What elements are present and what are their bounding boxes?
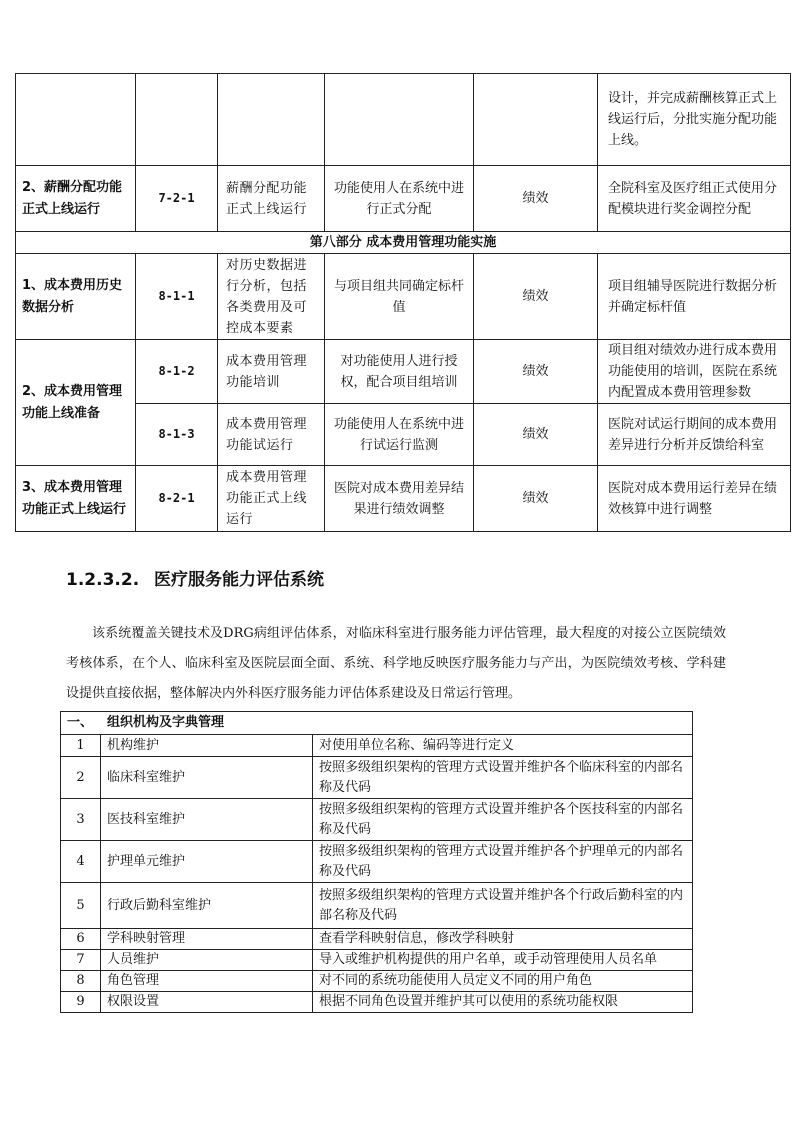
function-desc: 查看学科映射信息，修改学科映射 bbox=[313, 929, 693, 950]
phase-name-cell: 3、成本费用管理功能正式上线运行 bbox=[16, 466, 136, 532]
table-row bbox=[61, 992, 693, 1013]
table-row bbox=[16, 74, 791, 166]
empty-cell bbox=[218, 74, 325, 166]
section-row bbox=[16, 232, 791, 254]
row-index: 3 bbox=[61, 799, 101, 841]
remark-cell: 项目组对绩效办进行成本费用功能使用的培训，医院在系统内配置成本费用管理参数 bbox=[598, 340, 791, 404]
function-desc: 根据不同角色设置并维护其可以使用的系统功能权限 bbox=[313, 992, 693, 1013]
function-desc: 对不同的系统功能使用人员定义不同的用户角色 bbox=[313, 971, 693, 992]
table-row bbox=[61, 735, 693, 757]
section-number: 1.2.3.2. bbox=[66, 570, 140, 590]
function-name: 人员维护 bbox=[101, 950, 313, 971]
table-header-row bbox=[61, 712, 693, 735]
table-row bbox=[16, 340, 791, 404]
remark-cell: 项目组辅导医院进行数据分析并确定标杆值 bbox=[598, 254, 791, 340]
table-header bbox=[61, 712, 693, 735]
function-name: 角色管理 bbox=[101, 971, 313, 992]
row-index: 2 bbox=[61, 757, 101, 799]
table-row bbox=[61, 799, 693, 841]
task-cell: 薪酬分配功能正式上线运行 bbox=[218, 166, 325, 232]
function-desc: 按照多级组织架构的管理方式设置并维护各个护理单元的内部名称及代码 bbox=[313, 841, 693, 883]
section-title: 第八部分 成本费用管理功能实施 bbox=[16, 232, 791, 254]
row-index: 4 bbox=[61, 841, 101, 883]
empty-cell bbox=[474, 74, 598, 166]
function-name: 医技科室维护 bbox=[101, 799, 313, 841]
row-index: 5 bbox=[61, 883, 101, 929]
function-name: 权限设置 bbox=[101, 992, 313, 1013]
row-index: 8 bbox=[61, 971, 101, 992]
row-index: 6 bbox=[61, 929, 101, 950]
table-row bbox=[16, 166, 791, 232]
function-name: 学科映射管理 bbox=[101, 929, 313, 950]
remark-cell: 全院科室及医疗组正式使用分配模块进行奖金调控分配 bbox=[598, 166, 791, 232]
table-row bbox=[61, 841, 693, 883]
remark-cell: 设计，并完成薪酬核算正式上线运行后，分批实施分配功能上线。 bbox=[598, 74, 791, 166]
description-cell: 对功能使用人进行授权，配合项目组培训 bbox=[325, 340, 474, 404]
row-index: 1 bbox=[61, 735, 101, 757]
function-name: 机构维护 bbox=[101, 735, 313, 757]
section-heading bbox=[66, 565, 324, 590]
function-desc: 导入或维护机构提供的用户名单，或手动管理使用人员名单 bbox=[313, 950, 693, 971]
header-number: 一、 bbox=[67, 715, 94, 730]
empty-cell bbox=[16, 74, 136, 166]
empty-cell bbox=[325, 74, 474, 166]
row-index: 9 bbox=[61, 992, 101, 1013]
phase-name-cell: 2、薪酬分配功能正式上线运行 bbox=[16, 166, 136, 232]
type-cell: 绩效 bbox=[474, 254, 598, 340]
remark-cell: 医院对试运行期间的成本费用差异进行分析并反馈给科室 bbox=[598, 404, 791, 466]
type-cell: 绩效 bbox=[474, 466, 598, 532]
function-desc: 按照多级组织架构的管理方式设置并维护各个行政后勤科室的内部名称及代码 bbox=[313, 883, 693, 929]
table-row bbox=[61, 757, 693, 799]
row-index: 7 bbox=[61, 950, 101, 971]
type-cell: 绩效 bbox=[474, 404, 598, 466]
section-title: 医疗服务能力评估系统 bbox=[154, 570, 324, 590]
table-row bbox=[16, 466, 791, 532]
empty-cell bbox=[136, 74, 218, 166]
type-cell: 绩效 bbox=[474, 340, 598, 404]
function-name: 护理单元维护 bbox=[101, 841, 313, 883]
function-desc: 按照多级组织架构的管理方式设置并维护各个医技科室的内部名称及代码 bbox=[313, 799, 693, 841]
table-row bbox=[61, 883, 693, 929]
table-row bbox=[16, 254, 791, 340]
task-cell: 成本费用管理功能试运行 bbox=[218, 404, 325, 466]
task-cell: 成本费用管理功能培训 bbox=[218, 340, 325, 404]
type-cell: 绩效 bbox=[474, 166, 598, 232]
description-cell: 功能使用人在系统中进行正式分配 bbox=[325, 166, 474, 232]
task-code-cell: 8-1-3 bbox=[136, 404, 218, 466]
table-row bbox=[61, 971, 693, 992]
task-code-cell: 8-1-2 bbox=[136, 340, 218, 404]
task-cell: 成本费用管理功能正式上线运行 bbox=[218, 466, 325, 532]
function-desc: 按照多级组织架构的管理方式设置并维护各个临床科室的内部名称及代码 bbox=[313, 757, 693, 799]
header-title: 组织机构及字典管理 bbox=[107, 715, 225, 730]
task-code-cell: 8-2-1 bbox=[136, 466, 218, 532]
description-cell: 功能使用人在系统中进行试运行监测 bbox=[325, 404, 474, 466]
description-cell: 医院对成本费用差异结果进行绩效调整 bbox=[325, 466, 474, 532]
remark-cell: 医院对成本费用运行差异在绩效核算中进行调整 bbox=[598, 466, 791, 532]
project-plan-table bbox=[15, 73, 791, 532]
function-name: 临床科室维护 bbox=[101, 757, 313, 799]
task-code-cell: 7-2-1 bbox=[136, 166, 218, 232]
task-code-cell: 8-1-1 bbox=[136, 254, 218, 340]
intro-paragraph: 该系统覆盖关键技术及DRG病组评估体系，对临床科室进行服务能力评估管理，最大程度的对接公立医院绩效考核体系，在个人、临床科室及医院层面全面、系统、科学地反映医疗服务能力与产出，为医院绩效考核、学科建设提供直接依据，整体解决内外科医疗服务能力评估体系建设及日常运行管理。 bbox=[66, 626, 726, 701]
task-cell: 对历史数据进行分析，包括各类费用及可控成本要素 bbox=[218, 254, 325, 340]
description-cell: 与项目组共同确定标杆值 bbox=[325, 254, 474, 340]
function-name: 行政后勤科室维护 bbox=[101, 883, 313, 929]
phase-name-cell: 1、成本费用历史数据分析 bbox=[16, 254, 136, 340]
phase-name-cell: 2、成本费用管理功能上线准备 bbox=[16, 340, 136, 466]
table-row bbox=[61, 950, 693, 971]
function-list-table bbox=[60, 711, 693, 1013]
function-desc: 对使用单位名称、编码等进行定义 bbox=[313, 735, 693, 757]
table-row bbox=[61, 929, 693, 950]
